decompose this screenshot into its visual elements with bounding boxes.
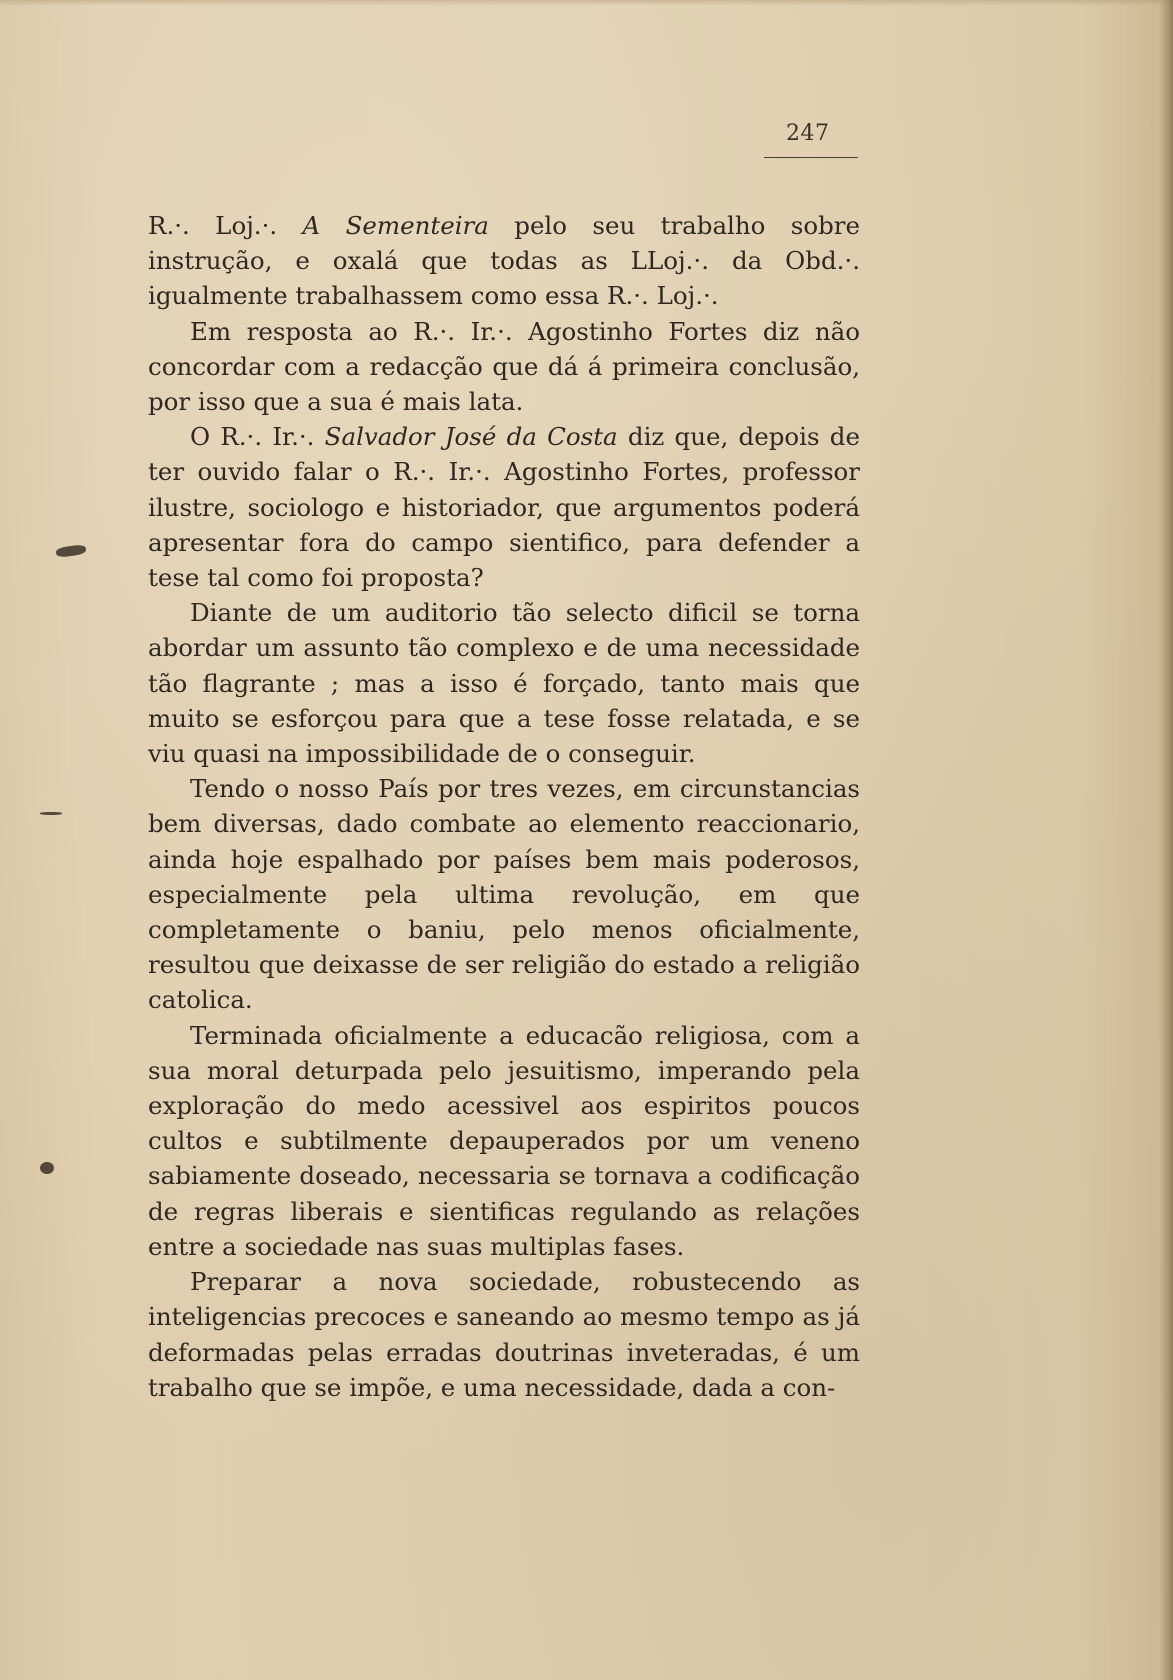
text-run: Preparar a nova sociedade, robustecendo as inteligencias precoces e saneando ao mesmo tempo as já deformadas pelas erradas doutrinas inveteradas, é um trabalho que se impõe, e uma necessidade, dada a con- — [148, 1267, 860, 1402]
text-run: Tendo o nosso País por tres vezes, em circunstancias bem diversas, dado combate ao elemento reaccionario, ainda hoje espalhado por países bem mais poderosos, especialmente pela ultima revolução, em que completamente o baniu, pelo menos oficialmente, resultou que deixasse de ser religião do estado a religião catolica. — [148, 774, 860, 1015]
page-number-rule — [764, 157, 858, 158]
page-right-edge — [1159, 0, 1173, 1680]
paragraph — [148, 1018, 860, 1264]
italic-name-run: A Sementeira — [302, 211, 489, 240]
body-text — [148, 208, 860, 1405]
paragraph — [148, 595, 860, 771]
paragraph — [148, 419, 860, 595]
text-run: R.·. Loj.·. — [148, 211, 303, 240]
page-number: 247 — [786, 121, 830, 146]
paragraph — [148, 208, 860, 314]
text-run: diz que, depois de ter ouvido falar o R.·. Ir.·. Agostinho Fortes, professor ilustre, sociologo e historiador, que argumentos poderá apresentar fora do campo sientifico, para defender a tese tal como foi proposta? — [148, 422, 860, 593]
text-run: O R.·. Ir.·. — [190, 422, 325, 452]
text-run: Diante de um auditorio tão selecto dificil se torna abordar um assunto tão complexo e de uma necessidade tão flagrante ; mas a isso é forçado, tanto mais que muito se esforçou para que a tese fosse relatada, e se viu quasi na impossibilidade de o conseguir. — [148, 598, 860, 769]
page-top-edge — [0, 0, 1173, 6]
text-run: pelo seu trabalho sobre instrução, e oxalá que todas as LLoj.·. da Obd.·. igualmente trabalhassem como essa R.·. Loj.·. — [148, 211, 861, 311]
paragraph — [148, 771, 860, 1017]
text-run: Em resposta ao R.·. Ir.·. Agostinho Fortes diz não concordar com a redacção que dá á primeira conclusão, por isso que a sua é mais lata. — [148, 316, 860, 417]
paragraph — [148, 1264, 860, 1405]
paragraph — [148, 314, 860, 420]
binding-hole-mark — [40, 812, 62, 815]
italic-name-run: Salvador José da Costa — [324, 422, 618, 452]
binding-hole-mark — [55, 544, 86, 558]
text-run: Terminada oficialmente a educacão religiosa, com a sua moral deturpada pelo jesuitismo, imperando pela exploração do medo acessivel aos espiritos poucos cultos e subtilmente depauperados por um veneno sabiamente doseado, necessaria se tornava a codificação de regras liberais e sientificas regulando as relações entre a sociedade nas suas multiplas fases. — [148, 1020, 860, 1261]
binding-hole-mark — [40, 1162, 54, 1174]
